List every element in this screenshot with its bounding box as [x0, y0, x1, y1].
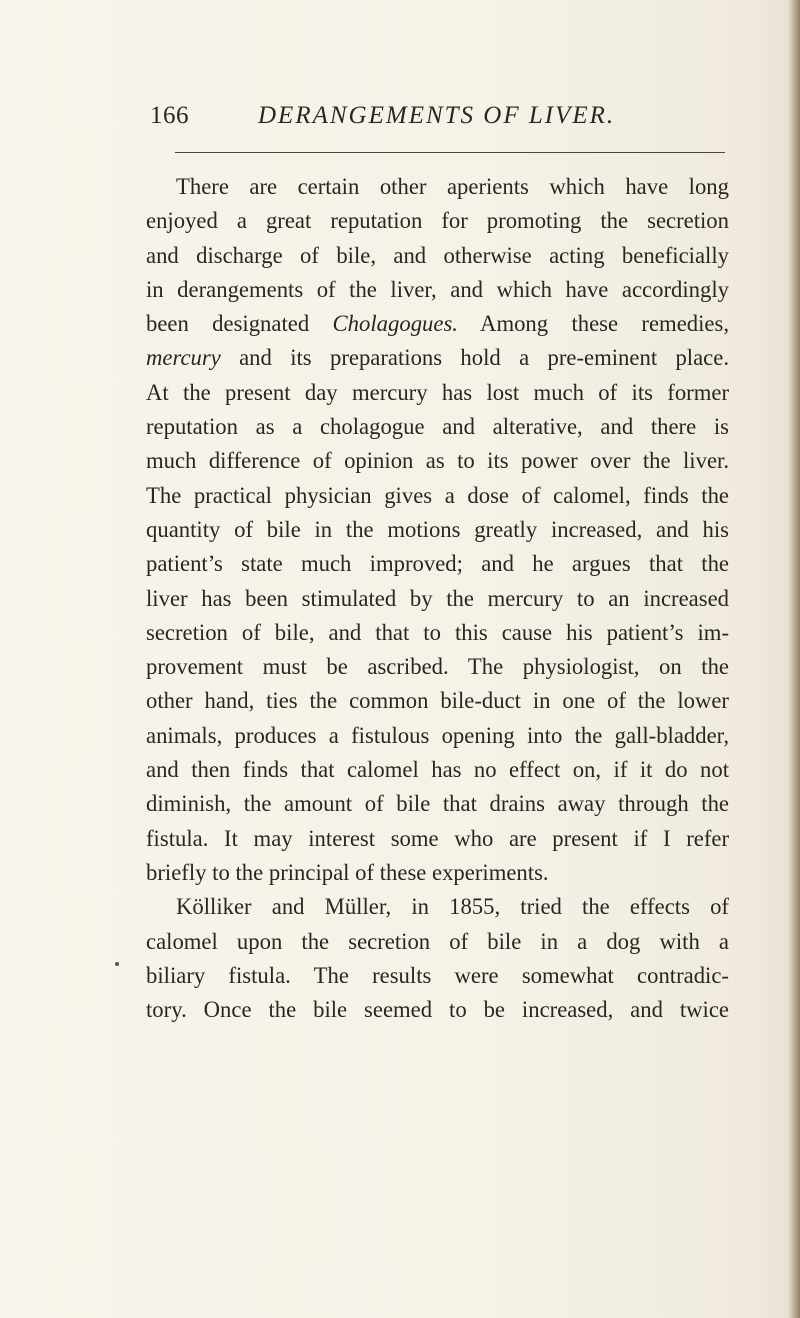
- header-rule: [175, 152, 725, 153]
- text-line: patient’s state much improved; and he argues that the: [146, 551, 729, 577]
- text-line: briefly to the principal of these experiments.: [146, 859, 549, 885]
- text-line: provement must be ascribed. The physiologist, on the: [146, 654, 729, 680]
- text-line: much difference of opinion as to its power over the liver.: [146, 448, 729, 474]
- text-line: in derangements of the liver, and which have accordingly: [146, 276, 729, 302]
- text-line: other hand, ties the common bile-duct in one of the lower: [146, 688, 729, 714]
- text-line: been designated Cholagogues. Among these remedies,: [146, 311, 729, 337]
- margin-mark: [115, 962, 119, 966]
- text-line: mercury and its preparations hold a pre-eminent place.: [146, 345, 729, 371]
- text-line: There are certain other aperients which have long: [176, 174, 729, 199]
- running-head: DERANGEMENTS OF LIVER.: [258, 102, 616, 129]
- text-line: and then finds that calomel has no effect on, if it do not: [146, 757, 729, 783]
- text-line: At the present day mercury has lost much of its former: [146, 379, 729, 405]
- text-line: The practical physician gives a dose of calomel, finds the: [146, 482, 729, 508]
- text-line: animals, produces a fistulous opening into the gall-bladder,: [146, 722, 729, 748]
- text-line: enjoyed a great reputation for promoting the secretion: [146, 208, 729, 234]
- text-line: biliary fistula. The results were somewhat contradic-: [146, 962, 729, 988]
- page-number: 166: [150, 102, 189, 129]
- text-line: fistula. It may interest some who are present if I refer: [146, 825, 729, 851]
- text-line: tory. Once the bile seemed to be increased, and twice: [146, 997, 729, 1023]
- text-line: calomel upon the secretion of bile in a dog with a: [146, 928, 729, 954]
- text-line: quantity of bile in the motions greatly increased, and his: [146, 516, 729, 542]
- page-edge-shadow: [788, 0, 800, 1318]
- italic-term: mercury: [146, 345, 221, 371]
- italic-term: Cholagogues.: [332, 311, 458, 337]
- text-line: diminish, the amount of bile that drains away through the: [146, 791, 729, 817]
- text-line: Kölliker and Müller, in 1855, tried the effects of: [176, 894, 729, 920]
- text-line: reputation as a cholagogue and alterative, and there is: [146, 414, 729, 440]
- body-text: [146, 170, 729, 1027]
- text-line: liver has been stimulated by the mercury to an increased: [146, 585, 729, 611]
- page-header: [0, 102, 800, 142]
- text-line: and discharge of bile, and otherwise acting beneficially: [146, 242, 729, 268]
- text-line: secretion of bile, and that to this cause his patient’s im-: [146, 619, 729, 645]
